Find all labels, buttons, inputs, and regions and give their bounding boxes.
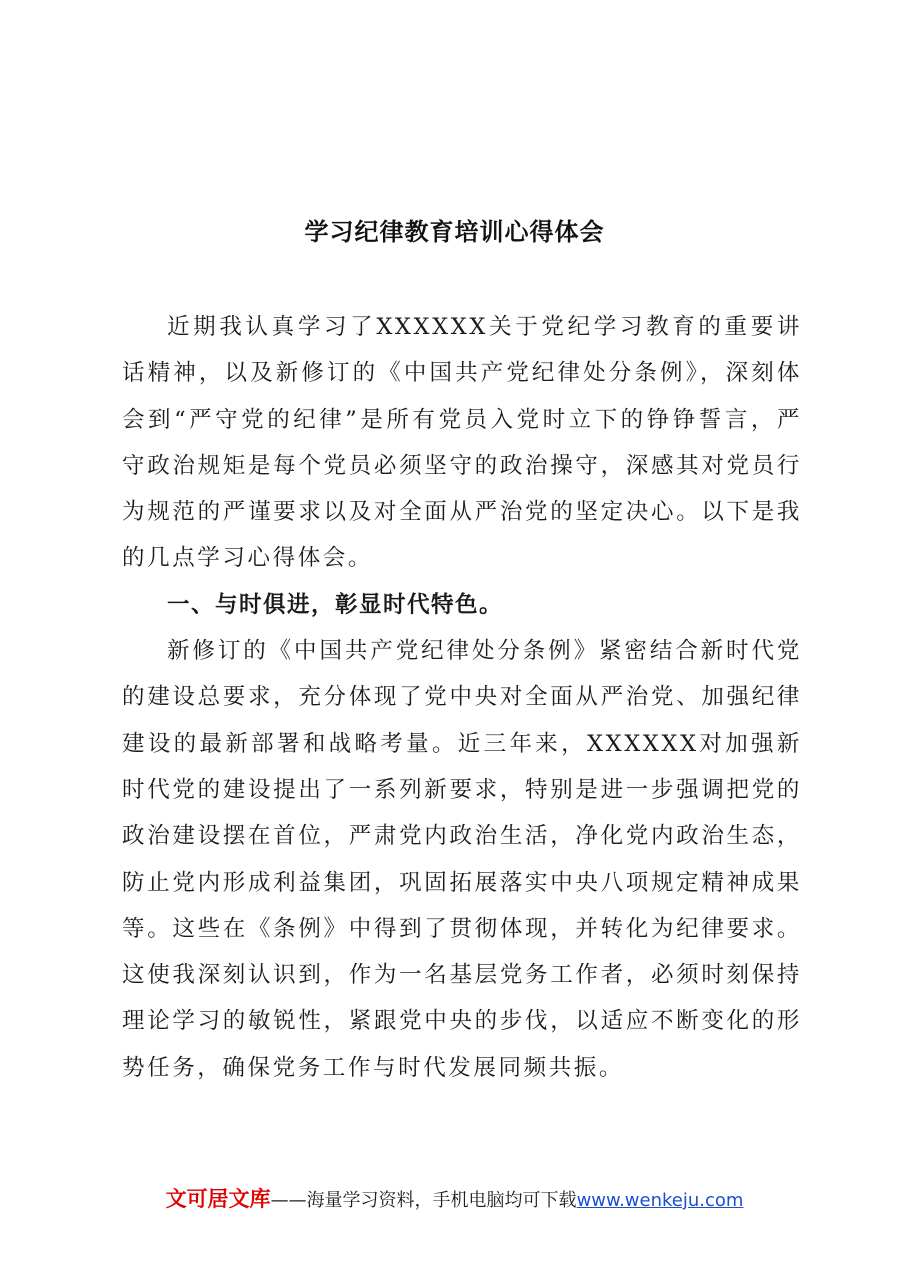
footer-tagline: ——海量学习资料，手机电脑均可下载 (270, 1190, 577, 1211)
footer-brand: 文可居文库 (165, 1187, 271, 1211)
footer-url-link[interactable]: www.wenkeju.com (576, 1190, 744, 1211)
document-title: 学习纪律教育培训心得体会 (304, 217, 605, 246)
document-body (122, 304, 802, 1091)
footer-banner (0, 1183, 909, 1213)
intro-paragraph: 近期我认真学习了XXXXXX关于党纪学习教育的重要讲话精神，以及新修订的《中国共产党纪律处分条例》，深刻体会到“严守党的纪律”是所有党员入党时立下的铮铮誓言，严守政治规矩是每个党员必须坚守的政治操守，深感其对党员行为规范的严谨要求以及对全面从严治党的坚定决心。以下是我的几点学习心得体会。 (122, 314, 802, 572)
section-heading: 一、与时俱进，彰显时代特色。 (167, 591, 504, 618)
section-paragraph: 新修订的《中国共产党纪律处分条例》紧密结合新时代党的建设总要求，充分体现了党中央对全面从严治党、加强纪律建设的最新部署和战略考量。近三年来，XXXXXX对加强新时代党的建设提出了一系列新要求，特别是进一步强调把党的政治建设摆在首位，严肃党内政治生活，净化党内政治生态，防止党内形成利益集团，巩固拓展落实中央八项规定精神成果等。这些在《条例》中得到了贯彻体现，并转化为纪律要求。这使我深刻认识到，作为一名基层党务工作者，必须时刻保持理论学习的敏锐性，紧跟党中央的步伐，以适应不断变化的形势任务，确保党务工作与时代发展同频共振。 (122, 638, 802, 1081)
